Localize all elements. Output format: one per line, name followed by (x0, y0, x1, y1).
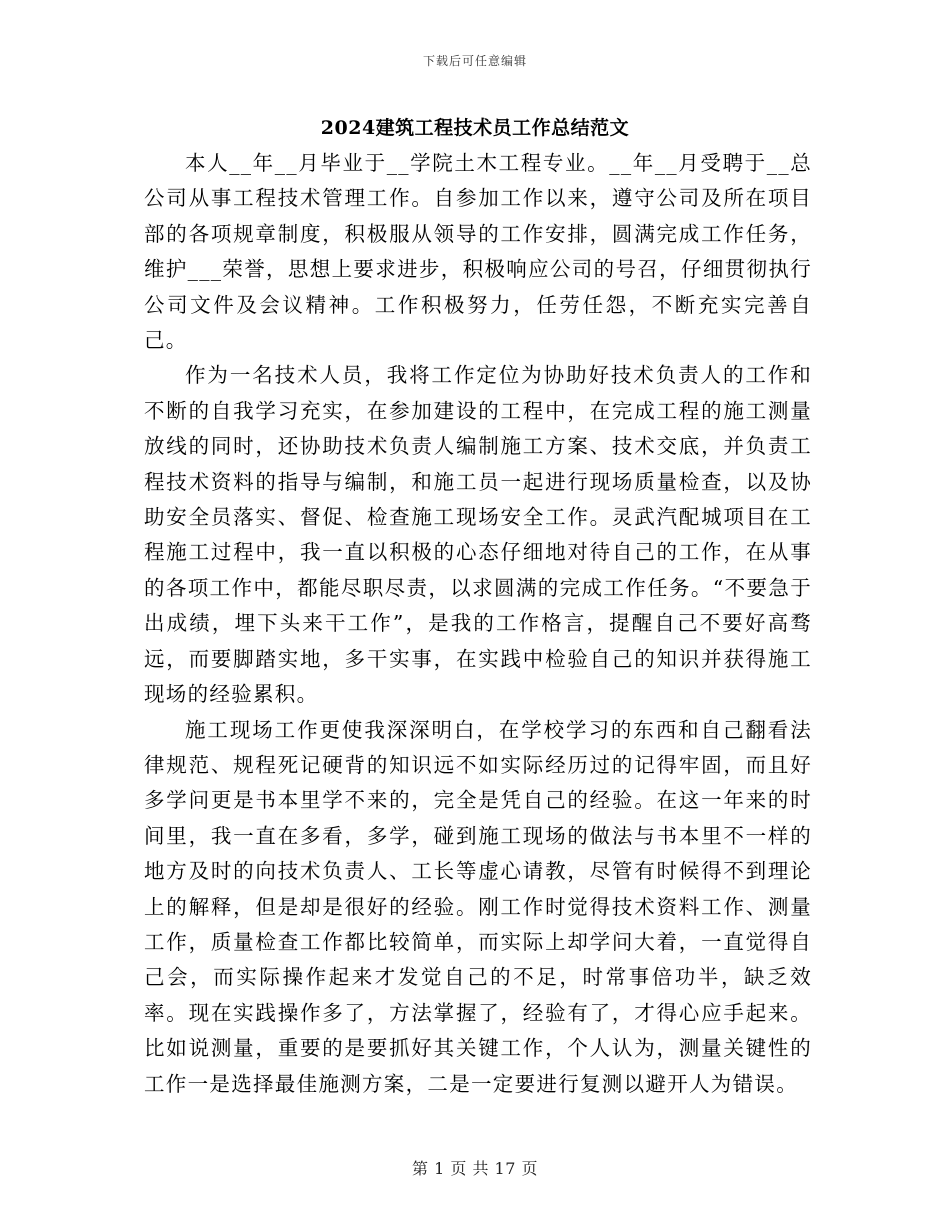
document-body (144, 146, 812, 1102)
document-title: 2024建筑工程技术员工作总结范文 (320, 117, 630, 139)
paragraph: 本人__年__月毕业于__学院土木工程专业。__年__月受聘于__总公司从事工程技术管理工作。自参加工作以来，遵守公司及所在项目部的各项规章制度，积极服从领导的工作安排，圆满完成工作任务，维护___荣誉，思想上要求进步，积极响应公司的号召，仔细贯彻执行公司文件及会议精神。工作积极努力，任劳任怨，不断充实完善自己。 (144, 151, 812, 353)
page-header-note: 下载后可任意编辑 (422, 54, 527, 68)
page-number: 第 1 页 共 17 页 (412, 1159, 538, 1178)
paragraph: 作为一名技术人员，我将工作定位为协助好技术负责人的工作和不断的自我学习充实，在参加建设的工程中，在完成工程的施工测量放线的同时，还协助技术负责人编制施工方案、技术交底，并负责工程技术资料的指导与编制，和施工员一起进行现场质量检查，以及协助安全员落实、督促、检查施工现场安全工作。灵武汽配城项目在工程施工过程中，我一直以积极的心态仔细地对待自己的工作，在从事的各项工作中，都能尽职尽责，以求圆满的完成工作任务。“不要急于出成绩，埋下头来干工作”，是我的工作格言，提醒自己不要好高骛远，而要脚踏实地，多干实事，在实践中检验自己的知识并获得施工现场的经验累积。 (144, 363, 812, 707)
paragraph: 施工现场工作更使我深深明白，在学校学习的东西和自己翻看法律规范、规程死记硬背的知识远不如实际经历过的记得牢固，而且好多学问更是书本里学不来的，完全是凭自己的经验。在这一年来的时间里，我一直在多看，多学，碰到施工现场的做法与书本里不一样的地方及时的向技术负责人、工长等虚心请教，尽管有时候得不到理论上的解释，但是却是很好的经验。刚工作时觉得技术资料工作、测量工作，质量检查工作都比较简单，而实际上却学问大着，一直觉得自己会，而实际操作起来才发觉自己的不足，时常事倍功半，缺乏效率。现在实践操作多了，方法掌握了，经验有了，才得心应手起来。比如说测量，重要的是要抓好其关键工作，个人认为，测量关键性的工作一是选择最佳施测方案，二是一定要进行复测以避开人为错误。 (144, 717, 812, 1096)
